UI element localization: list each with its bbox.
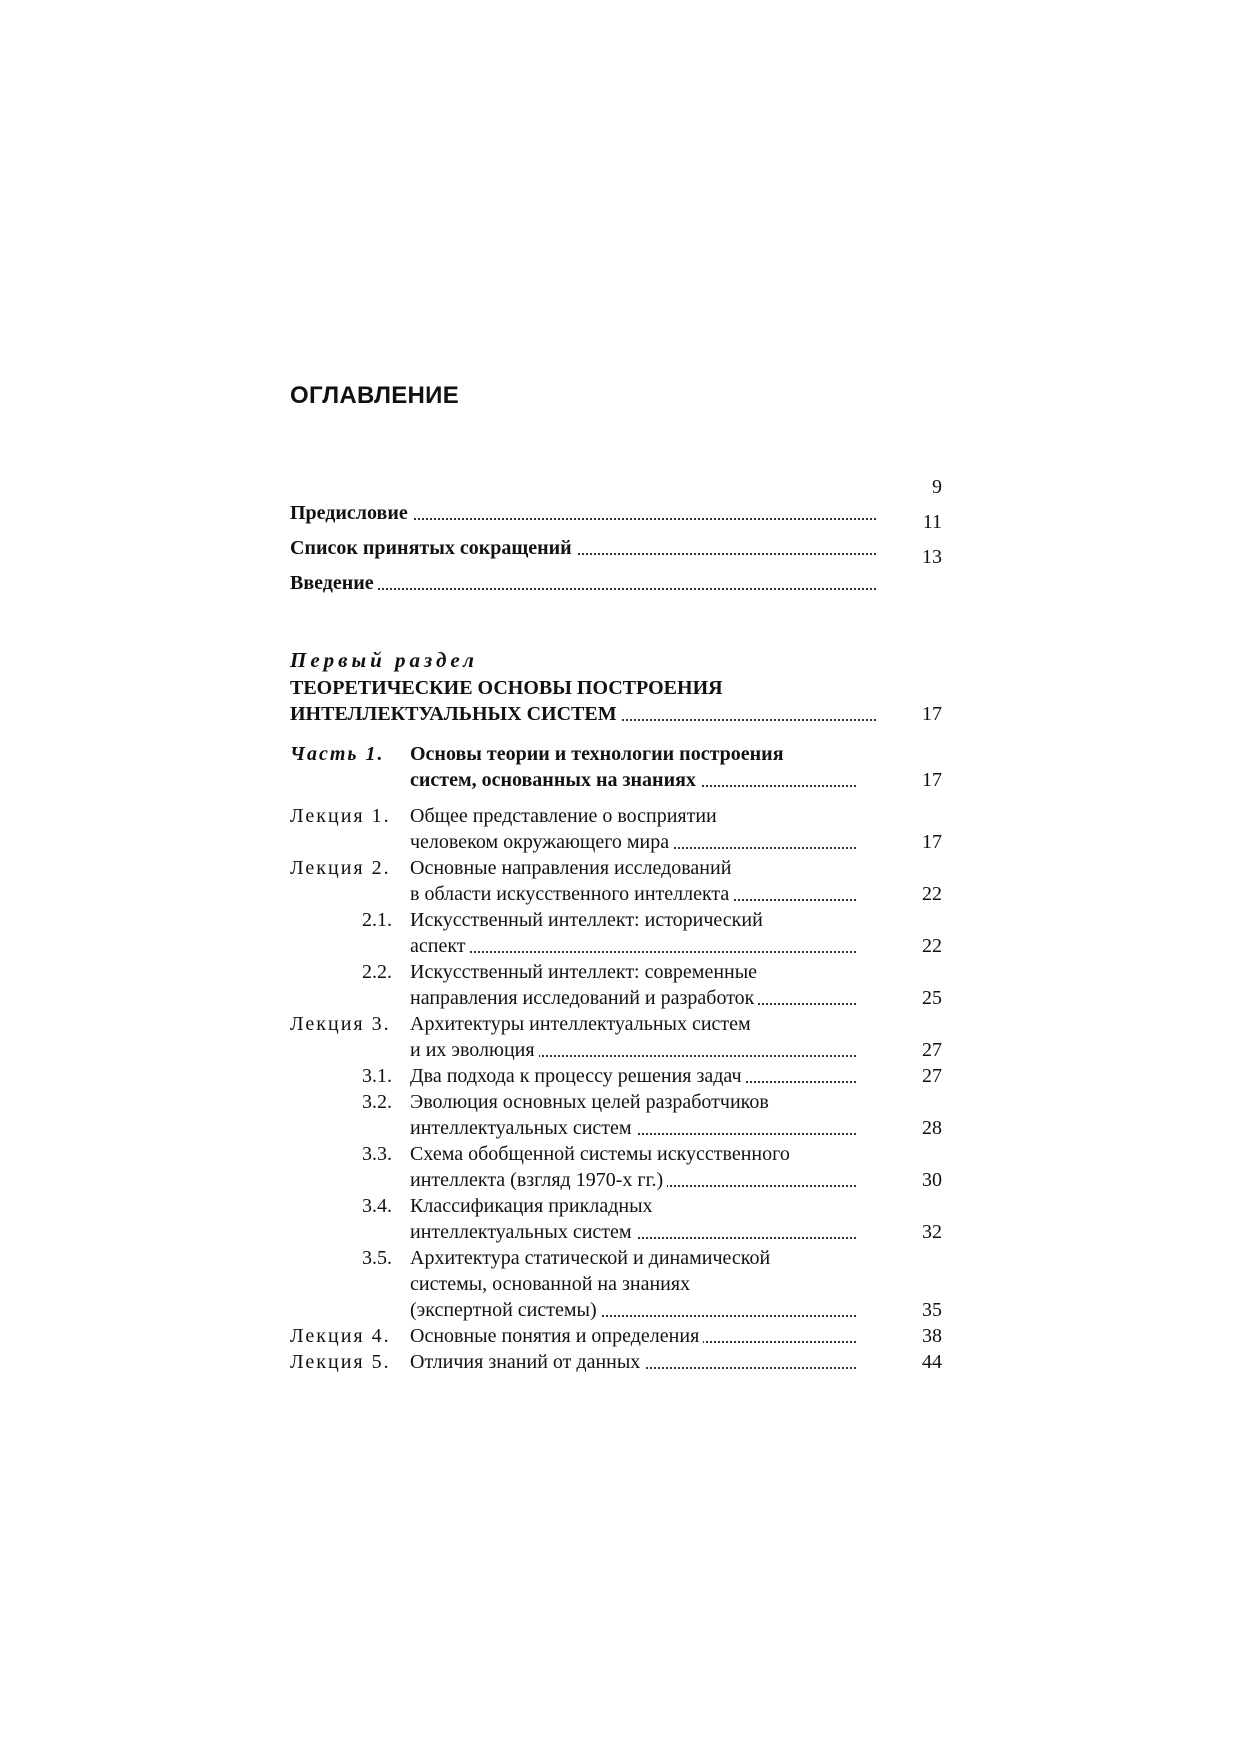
toc-lecture-4[interactable] bbox=[290, 1323, 942, 1349]
entry-line: интеллектуальных систем bbox=[410, 1117, 636, 1139]
entry-line: Основные понятия и определения bbox=[410, 1325, 703, 1347]
part-label: Часть 1. bbox=[290, 743, 385, 765]
entry-line: аспект bbox=[410, 935, 470, 957]
entry-line: человеком окружающего мира bbox=[410, 831, 673, 853]
subsection-number: 3.1. bbox=[362, 1065, 392, 1087]
section-title-line: ИНТЕЛЛЕКТУАЛЬНЫХ СИСТЕМ bbox=[290, 703, 621, 725]
toc-page-number: 32 bbox=[922, 1221, 942, 1243]
subsection-number: 3.4. bbox=[362, 1195, 392, 1217]
toc-page-number: 9 bbox=[932, 476, 942, 498]
entry-line: Общее представление о восприятии bbox=[410, 805, 721, 827]
entry-line: Искусственный интеллект: исторический bbox=[410, 909, 767, 931]
entry-line: в области искусственного интеллекта bbox=[410, 883, 733, 905]
entry-line: Архитектура статической и динамической bbox=[410, 1247, 774, 1269]
page-title: ОГЛАВЛЕНИЕ bbox=[290, 382, 460, 409]
lecture-label: Лекция 1. bbox=[290, 805, 391, 827]
toc-page-number: 35 bbox=[922, 1299, 942, 1321]
toc-page-number: 27 bbox=[922, 1065, 942, 1087]
toc-subsection-3-5[interactable] bbox=[290, 1245, 942, 1323]
toc-subsection-3-4[interactable] bbox=[290, 1193, 942, 1245]
toc-page-number: 17 bbox=[922, 703, 942, 725]
toc-page-number: 17 bbox=[922, 769, 942, 791]
subsection-number: 3.5. bbox=[362, 1247, 392, 1269]
toc-subsection-3-1[interactable] bbox=[290, 1063, 942, 1089]
toc-subsection-3-3[interactable] bbox=[290, 1141, 942, 1193]
toc-page-number: 44 bbox=[922, 1351, 942, 1373]
toc-page-number: 22 bbox=[922, 883, 942, 905]
entry-line: Искусственный интеллект: современные bbox=[410, 961, 761, 983]
entry-line: интеллектуальных систем bbox=[410, 1221, 636, 1243]
entry-line: Два подхода к процессу решения задач bbox=[410, 1065, 746, 1087]
toc-subsection-2-2[interactable] bbox=[290, 959, 942, 1011]
toc-entry-text: Введение bbox=[290, 572, 378, 594]
lecture-label: Лекция 4. bbox=[290, 1325, 391, 1347]
lecture-label: Лекция 2. bbox=[290, 857, 391, 879]
entry-line: Схема обобщенной системы искусственного bbox=[410, 1143, 794, 1165]
toc-page-number: 22 bbox=[922, 935, 942, 957]
entry-line: Эволюция основных целей разработчиков bbox=[410, 1091, 773, 1113]
section-label: Первый раздел bbox=[290, 648, 478, 672]
toc-page-number: 11 bbox=[922, 511, 942, 533]
toc-page-number: 27 bbox=[922, 1039, 942, 1061]
toc-subsection-3-2[interactable] bbox=[290, 1089, 942, 1141]
toc-page-number: 25 bbox=[922, 987, 942, 1009]
toc-page-number: 30 bbox=[922, 1169, 942, 1191]
entry-line: Архитектуры интеллектуальных систем bbox=[410, 1013, 755, 1035]
toc-page-number: 17 bbox=[922, 831, 942, 853]
toc-lecture-1[interactable] bbox=[290, 803, 942, 855]
section-title-line: ТЕОРЕТИЧЕСКИЕ ОСНОВЫ ПОСТРОЕНИЯ bbox=[290, 677, 727, 699]
subsection-number: 3.2. bbox=[362, 1091, 392, 1113]
entry-line: Основные направления исследований bbox=[410, 857, 735, 879]
toc-section-title[interactable] bbox=[290, 675, 942, 727]
entry-line: и их эволюция bbox=[410, 1039, 539, 1061]
toc-entry-text: Список принятых сокращений bbox=[290, 537, 576, 559]
lecture-label: Лекция 5. bbox=[290, 1351, 391, 1373]
entry-line: интеллекта (взгляд 1970-х гг.) bbox=[410, 1169, 667, 1191]
part-title-line: систем, основанных на знаниях bbox=[410, 769, 700, 791]
toc-page-number: 38 bbox=[922, 1325, 942, 1347]
entry-line: Классификация прикладных bbox=[410, 1195, 657, 1217]
subsection-number: 3.3. bbox=[362, 1143, 392, 1165]
toc-part-1[interactable] bbox=[290, 741, 942, 793]
entry-line: Отличия знаний от данных bbox=[410, 1351, 644, 1373]
toc-lecture-3[interactable] bbox=[290, 1011, 942, 1063]
entry-line: направления исследований и разработок bbox=[410, 987, 758, 1009]
toc-lecture-2[interactable] bbox=[290, 855, 942, 907]
entry-line: (экспертной системы) bbox=[410, 1299, 601, 1321]
subsection-number: 2.1. bbox=[362, 909, 392, 931]
toc-page-number: 28 bbox=[922, 1117, 942, 1139]
subsection-number: 2.2. bbox=[362, 961, 392, 983]
toc-page-number: 13 bbox=[922, 546, 942, 568]
toc-lecture-5[interactable] bbox=[290, 1349, 942, 1375]
lecture-label: Лекция 3. bbox=[290, 1013, 391, 1035]
toc-entry-text: Предисловие bbox=[290, 502, 412, 524]
entry-line: системы, основанной на знаниях bbox=[410, 1273, 694, 1295]
toc-subsection-2-1[interactable] bbox=[290, 907, 942, 959]
part-title-line: Основы теории и технологии построения bbox=[410, 743, 788, 765]
